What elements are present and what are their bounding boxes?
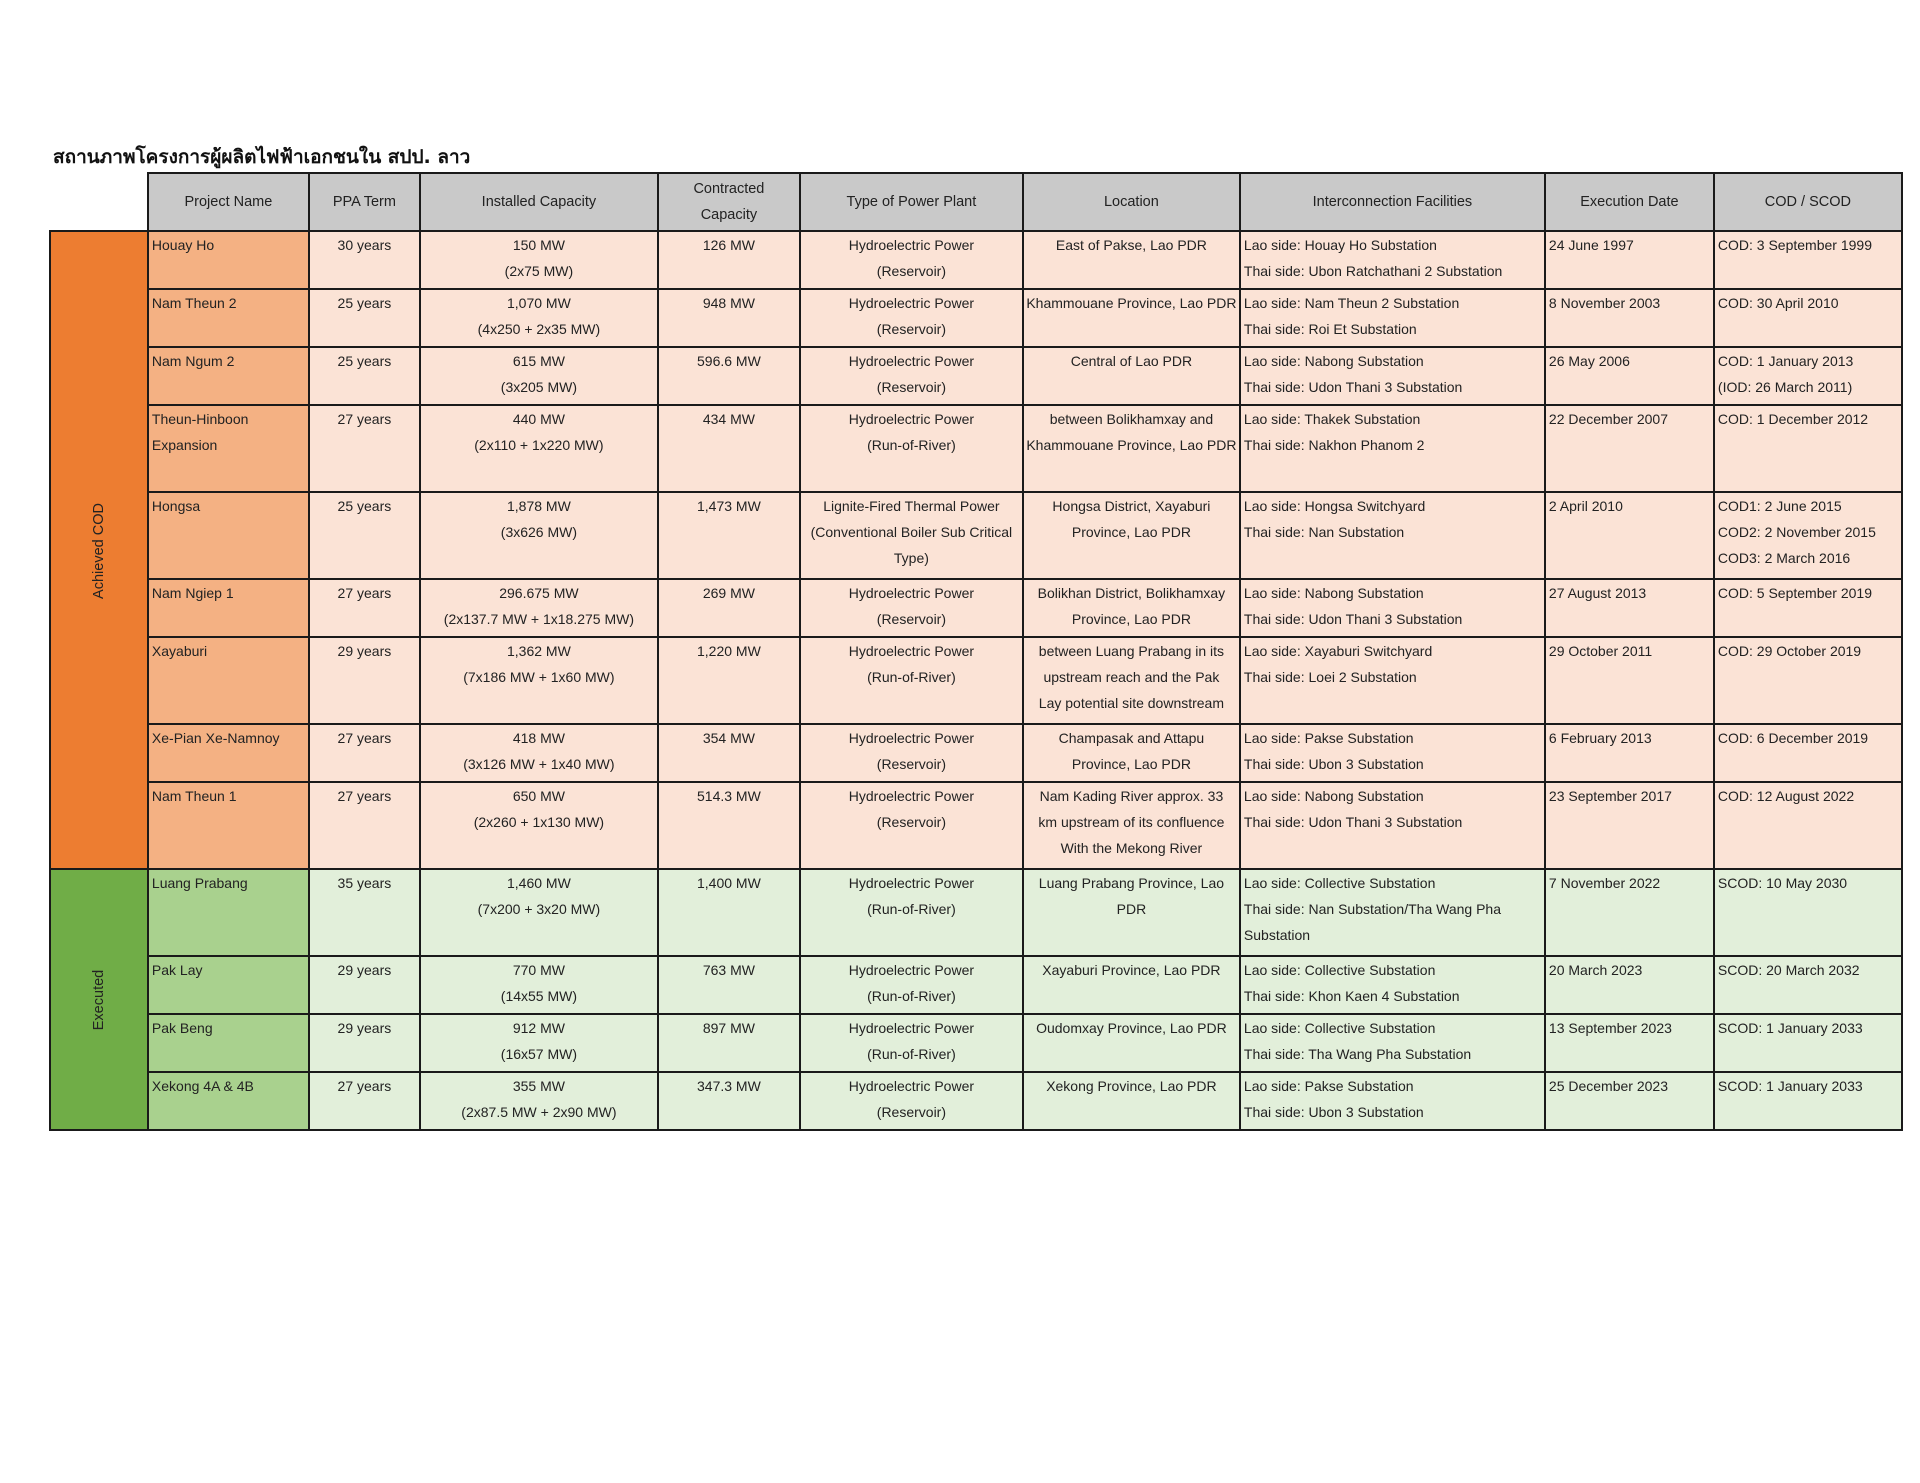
cell-plant-type [800,347,1023,405]
cell-installed-capacity-line: (3x205 MW) [500,379,578,395]
cell-ppa-term: 25 years [309,347,420,405]
cell-installed-capacity [420,347,658,405]
cell-interconnection-line: Lao side: Collective Substation [1243,962,1436,978]
cell-execution-date: 29 October 2011 [1545,637,1714,724]
cell-contracted-capacity: 1,220 MW [658,637,800,724]
cell-plant-type [800,956,1023,1014]
cell-location-line: Luang Prabang Province, Lao [1038,875,1225,891]
cell-location [1023,405,1240,492]
cell-location [1023,724,1240,782]
cell-interconnection-line: Thai side: Ubon Ratchathani 2 Substation [1243,263,1503,279]
cell-interconnection [1240,492,1545,579]
cell-contracted-capacity: 1,400 MW [658,869,800,956]
cell-interconnection-line: Lao side: Collective Substation [1243,875,1436,891]
cell-plant-type-line: Hydroelectric Power [848,643,975,659]
cell-interconnection [1240,1014,1545,1072]
cell-contracted-capacity: 269 MW [658,579,800,637]
cell-project-name [148,637,309,724]
cell-interconnection [1240,405,1545,492]
cell-cod-scod-line: SCOD: 10 May 2030 [1717,875,1848,891]
cell-execution-date: 27 August 2013 [1545,579,1714,637]
cell-installed-capacity [420,405,658,492]
cell-location [1023,956,1240,1014]
cell-location-line: Province, Lao PDR [1071,756,1191,772]
cell-contracted-capacity: 347.3 MW [658,1072,800,1130]
cell-ppa-term: 25 years [309,289,420,347]
cell-project-name [148,1014,309,1072]
cell-plant-type-line: (Run-of-River) [867,437,956,453]
cell-location [1023,289,1240,347]
cell-interconnection-line: Lao side: Pakse Substation [1243,730,1414,746]
header-contracted-line-1: Contracted [693,181,765,197]
cell-plant-type-line: (Reservoir) [876,1104,947,1120]
cell-cod-scod [1714,869,1902,956]
cell-installed-capacity-line: 1,362 MW [507,643,571,659]
cell-location-line: km upstream of its confluence [1038,814,1225,830]
cell-project-name [148,405,309,492]
cell-interconnection-line: Lao side: Pakse Substation [1243,1078,1414,1094]
cell-project-name-line: Xekong 4A & 4B [151,1078,254,1094]
cell-plant-type-line: Hydroelectric Power [848,411,975,427]
group-executed [50,869,148,1130]
cell-installed-capacity-line: 418 MW [512,730,565,746]
cell-interconnection [1240,724,1545,782]
cell-project-name-line: Nam Ngiep 1 [151,585,234,601]
cell-plant-type-line: (Reservoir) [876,321,947,337]
cell-interconnection [1240,231,1545,289]
cell-execution-date: 24 June 1997 [1545,231,1714,289]
header-installed-capacity: Installed Capacity [420,173,658,231]
cell-installed-capacity [420,492,658,579]
cell-cod-scod [1714,1072,1902,1130]
cell-cod-scod-line: SCOD: 20 March 2032 [1717,962,1860,978]
cell-location-line: Province, Lao PDR [1071,611,1191,627]
cell-installed-capacity [420,724,658,782]
cell-cod-scod-line: COD: 5 September 2019 [1717,585,1872,601]
cell-location-line: Oudomxay Province, Lao PDR [1036,1020,1227,1036]
cell-project-name-line: Xe-Pian Xe-Namnoy [151,730,280,746]
cell-location [1023,1072,1240,1130]
cell-interconnection-line: Thai side: Ubon 3 Substation [1243,756,1424,772]
cell-cod-scod [1714,956,1902,1014]
cell-interconnection-line: Thai side: Khon Kaen 4 Substation [1243,988,1460,1004]
table-row [50,347,1902,405]
cell-plant-type-line: Hydroelectric Power [848,962,975,978]
cell-installed-capacity [420,869,658,956]
cell-installed-capacity-line: 615 MW [512,353,565,369]
table-row [50,1014,1902,1072]
cell-installed-capacity-line: 912 MW [512,1020,565,1036]
cell-installed-capacity [420,956,658,1014]
cell-project-name-line: Hongsa [151,498,201,514]
header-contracted-capacity [658,173,800,231]
header-ppa-term: PPA Term [309,173,420,231]
cell-cod-scod-line: SCOD: 1 January 2033 [1717,1020,1863,1036]
cell-execution-date: 26 May 2006 [1545,347,1714,405]
cell-execution-date: 6 February 2013 [1545,724,1714,782]
cell-project-name [148,231,309,289]
cell-installed-capacity [420,1072,658,1130]
cell-project-name-line: Nam Ngum 2 [151,353,235,369]
cell-installed-capacity-line: (16x57 MW) [500,1046,578,1062]
cell-contracted-capacity: 1,473 MW [658,492,800,579]
cell-project-name-line: Pak Beng [151,1020,213,1036]
cell-project-name-line: Houay Ho [151,237,215,253]
cell-cod-scod-line: COD: 1 January 2013 [1717,353,1854,369]
cell-ppa-term: 25 years [309,492,420,579]
cell-cod-scod [1714,231,1902,289]
cell-plant-type-line: Hydroelectric Power [848,353,975,369]
cell-ppa-term: 27 years [309,724,420,782]
header-interconnection: Interconnection Facilities [1240,173,1545,231]
cell-installed-capacity [420,782,658,869]
cell-installed-capacity-line: 1,070 MW [507,295,571,311]
cell-plant-type-line: Hydroelectric Power [848,1078,975,1094]
cell-plant-type [800,724,1023,782]
header-type: Type of Power Plant [800,173,1023,231]
cell-plant-type [800,782,1023,869]
cell-contracted-capacity: 948 MW [658,289,800,347]
cell-project-name-line: Xayaburi [151,643,208,659]
cell-contracted-capacity: 434 MW [658,405,800,492]
cell-execution-date: 20 March 2023 [1545,956,1714,1014]
cell-location-line: Xekong Province, Lao PDR [1046,1078,1217,1094]
cell-location [1023,782,1240,869]
cell-cod-scod [1714,637,1902,724]
cell-installed-capacity-line: 150 MW [512,237,565,253]
cell-cod-scod [1714,492,1902,579]
cell-location [1023,231,1240,289]
group-achieved-cod-label: Achieved COD [90,502,107,599]
cell-contracted-capacity: 514.3 MW [658,782,800,869]
cell-installed-capacity-line: (2x260 + 1x130 MW) [473,814,605,830]
header-location: Location [1023,173,1240,231]
cell-installed-capacity [420,637,658,724]
table-row [50,956,1902,1014]
cell-interconnection-line: Lao side: Nabong Substation [1243,353,1424,369]
cell-plant-type [800,1072,1023,1130]
cell-ppa-term: 29 years [309,1014,420,1072]
cell-plant-type [800,637,1023,724]
cell-project-name [148,579,309,637]
cell-interconnection-line: Thai side: Nakhon Phanom 2 [1243,437,1425,453]
cell-plant-type-line: Type) [893,550,929,566]
cell-installed-capacity-line: (2x137.7 MW + 1x18.275 MW) [443,611,635,627]
cell-plant-type [800,492,1023,579]
ppa-status-table [49,172,1903,1131]
cell-plant-type-line: (Run-of-River) [867,669,956,685]
cell-installed-capacity-line: (7x186 MW + 1x60 MW) [463,669,615,685]
cell-execution-date: 8 November 2003 [1545,289,1714,347]
cell-plant-type-line: Hydroelectric Power [848,295,975,311]
table-row [50,869,1902,956]
cell-contracted-capacity: 126 MW [658,231,800,289]
cell-plant-type-line: (Run-of-River) [867,901,956,917]
cell-plant-type-line: (Run-of-River) [867,1046,956,1062]
cell-project-name-line: Nam Theun 2 [151,295,237,311]
cell-project-name [148,289,309,347]
cell-location-line: East of Pakse, Lao PDR [1055,237,1207,253]
cell-interconnection-line: Thai side: Ubon 3 Substation [1243,1104,1424,1120]
cell-interconnection [1240,869,1545,956]
cell-cod-scod-line: COD: 12 August 2022 [1717,788,1855,804]
cell-ppa-term: 27 years [309,1072,420,1130]
cell-installed-capacity-line: 650 MW [512,788,565,804]
cell-location-line: Khammouane Province, Lao PDR [1026,437,1237,453]
cell-project-name [148,724,309,782]
cell-project-name-line: Luang Prabang [151,875,248,891]
cell-cod-scod-line: SCOD: 1 January 2033 [1717,1078,1863,1094]
cell-project-name [148,869,309,956]
cell-installed-capacity-line: (3x626 MW) [500,524,578,540]
cell-interconnection-line: Thai side: Loei 2 Substation [1243,669,1417,685]
cell-cod-scod-line: COD3: 2 March 2016 [1717,550,1851,566]
cell-cod-scod [1714,579,1902,637]
cell-contracted-capacity: 763 MW [658,956,800,1014]
cell-project-name [148,1072,309,1130]
cell-contracted-capacity: 354 MW [658,724,800,782]
cell-execution-date: 23 September 2017 [1545,782,1714,869]
table-row [50,637,1902,724]
cell-project-name-line: Nam Theun 1 [151,788,237,804]
table-row [50,289,1902,347]
cell-location-line: Khammouane Province, Lao PDR [1026,295,1237,311]
cell-interconnection-line: Lao side: Houay Ho Substation [1243,237,1437,253]
cell-project-name [148,782,309,869]
cell-project-name-line: Expansion [151,437,218,453]
cell-location [1023,1014,1240,1072]
cell-cod-scod [1714,1014,1902,1072]
cell-cod-scod [1714,289,1902,347]
cell-plant-type [800,231,1023,289]
cell-ppa-term: 27 years [309,405,420,492]
cell-interconnection-line: Lao side: Xayaburi Switchyard [1243,643,1433,659]
cell-execution-date: 22 December 2007 [1545,405,1714,492]
group-executed-label: Executed [90,969,107,1031]
cell-cod-scod [1714,347,1902,405]
cell-interconnection-line: Lao side: Nabong Substation [1243,585,1424,601]
cell-plant-type [800,579,1023,637]
cell-interconnection-line: Lao side: Collective Substation [1243,1020,1436,1036]
cell-location [1023,347,1240,405]
cell-location-line: With the Mekong River [1060,840,1203,856]
cell-plant-type-line: (Reservoir) [876,263,947,279]
cell-interconnection-line: Thai side: Udon Thani 3 Substation [1243,611,1463,627]
cell-ppa-term: 30 years [309,231,420,289]
cell-location-line: Nam Kading River approx. 33 [1039,788,1224,804]
cell-plant-type-line: Hydroelectric Power [848,730,975,746]
table-row [50,1072,1902,1130]
cell-ppa-term: 27 years [309,579,420,637]
cell-location-line: Province, Lao PDR [1071,524,1191,540]
cell-plant-type-line: Hydroelectric Power [848,875,975,891]
cell-plant-type-line: Hydroelectric Power [848,585,975,601]
cell-plant-type [800,1014,1023,1072]
cell-plant-type-line: (Run-of-River) [867,988,956,1004]
cell-location-line: Lay potential site downstream [1038,695,1225,711]
cell-interconnection [1240,637,1545,724]
cell-location [1023,492,1240,579]
cell-project-name [148,347,309,405]
cell-installed-capacity [420,289,658,347]
cell-interconnection-line: Lao side: Hongsa Switchyard [1243,498,1426,514]
cell-plant-type-line: (Reservoir) [876,379,947,395]
cell-execution-date: 7 November 2022 [1545,869,1714,956]
cell-plant-type-line: Hydroelectric Power [848,788,975,804]
cell-plant-type [800,405,1023,492]
cell-location-line: between Luang Prabang in its [1038,643,1225,659]
cell-location-line: Champasak and Attapu [1058,730,1205,746]
cell-cod-scod-line: COD2: 2 November 2015 [1717,524,1876,540]
cell-location [1023,579,1240,637]
cell-plant-type-line: Hydroelectric Power [848,237,975,253]
table-row [50,405,1902,492]
cell-location-line: PDR [1116,901,1147,917]
cell-ppa-term: 27 years [309,782,420,869]
group-achieved-cod [50,231,148,869]
cell-interconnection-line: Thai side: Roi Et Substation [1243,321,1417,337]
cell-location-line: Hongsa District, Xayaburi [1052,498,1211,514]
cell-plant-type-line: Lignite-Fired Thermal Power [823,498,1000,514]
table-row [50,724,1902,782]
cell-plant-type [800,869,1023,956]
cell-ppa-term: 29 years [309,956,420,1014]
cell-location-line: Xayaburi Province, Lao PDR [1042,962,1221,978]
header-corner [50,173,148,231]
cell-contracted-capacity: 897 MW [658,1014,800,1072]
cell-location-line: upstream reach and the Pak [1043,669,1220,685]
cell-interconnection-line: Thai side: Nan Substation [1243,524,1405,540]
cell-cod-scod-line: COD: 1 December 2012 [1717,411,1869,427]
cell-cod-scod-line: COD1: 2 June 2015 [1717,498,1842,514]
cell-installed-capacity-line: (4x250 + 2x35 MW) [477,321,601,337]
cell-location [1023,869,1240,956]
cell-project-name-line: Pak Lay [151,962,203,978]
table-body [50,231,1902,1130]
cell-cod-scod [1714,405,1902,492]
cell-interconnection [1240,1072,1545,1130]
cell-project-name [148,956,309,1014]
header-cod-scod: COD / SCOD [1714,173,1902,231]
cell-project-name-line: Theun-Hinboon [151,411,249,427]
cell-cod-scod-line: (IOD: 26 March 2011) [1717,379,1853,395]
cell-installed-capacity-line: (2x75 MW) [504,263,574,279]
cell-location-line: Central of Lao PDR [1070,353,1193,369]
page-title: สถานภาพโครงการผู้ผลิตไฟฟ้าเอกชนใน สปป. ลาว [53,146,471,168]
cell-interconnection-line: Substation [1243,927,1311,943]
cell-plant-type-line: (Reservoir) [876,611,947,627]
cell-plant-type-line: (Reservoir) [876,756,947,772]
table-row [50,231,1902,289]
cell-installed-capacity-line: (7x200 + 3x20 MW) [477,901,601,917]
cell-interconnection-line: Lao side: Nam Theun 2 Substation [1243,295,1460,311]
cell-ppa-term: 35 years [309,869,420,956]
cell-installed-capacity [420,579,658,637]
cell-plant-type-line: Hydroelectric Power [848,1020,975,1036]
cell-contracted-capacity: 596.6 MW [658,347,800,405]
cell-execution-date: 13 September 2023 [1545,1014,1714,1072]
cell-location-line: between Bolikhamxay and [1049,411,1214,427]
table-row [50,579,1902,637]
cell-cod-scod-line: COD: 3 September 1999 [1717,237,1872,253]
table-row [50,782,1902,869]
cell-interconnection-line: Thai side: Nan Substation/Tha Wang Pha [1243,901,1501,917]
cell-installed-capacity-line: 296.675 MW [499,585,579,601]
cell-installed-capacity-line: (3x126 MW + 1x40 MW) [463,756,615,772]
cell-installed-capacity-line: 355 MW [512,1078,565,1094]
cell-interconnection-line: Thai side: Udon Thani 3 Substation [1243,814,1463,830]
cell-installed-capacity-line: 770 MW [512,962,565,978]
cell-installed-capacity-line: 1,878 MW [507,498,571,514]
cell-interconnection-line: Lao side: Thakek Substation [1243,411,1421,427]
cell-project-name [148,492,309,579]
table-row [50,492,1902,579]
cell-location-line: Bolikhan District, Bolikhamxay [1037,585,1226,601]
cell-plant-type [800,289,1023,347]
cell-installed-capacity [420,1014,658,1072]
header-row [50,173,1902,231]
cell-cod-scod-line: COD: 29 October 2019 [1717,643,1862,659]
cell-interconnection-line: Lao side: Nabong Substation [1243,788,1424,804]
cell-cod-scod [1714,782,1902,869]
cell-ppa-term: 29 years [309,637,420,724]
cell-installed-capacity-line: 1,460 MW [507,875,571,891]
cell-plant-type-line: (Conventional Boiler Sub Critical [810,524,1013,540]
cell-execution-date: 2 April 2010 [1545,492,1714,579]
cell-location [1023,637,1240,724]
cell-execution-date: 25 December 2023 [1545,1072,1714,1130]
cell-installed-capacity-line: 440 MW [512,411,565,427]
cell-interconnection [1240,956,1545,1014]
cell-interconnection-line: Thai side: Tha Wang Pha Substation [1243,1046,1472,1062]
header-execution-date: Execution Date [1545,173,1714,231]
cell-plant-type-line: (Reservoir) [876,814,947,830]
cell-cod-scod-line: COD: 30 April 2010 [1717,295,1839,311]
cell-interconnection-line: Thai side: Udon Thani 3 Substation [1243,379,1463,395]
cell-installed-capacity-line: (14x55 MW) [500,988,578,1004]
cell-interconnection [1240,347,1545,405]
cell-cod-scod-line: COD: 6 December 2019 [1717,730,1869,746]
cell-installed-capacity [420,231,658,289]
header-contracted-line-2: Capacity [700,207,758,223]
cell-installed-capacity-line: (2x110 + 1x220 MW) [474,437,604,453]
cell-cod-scod [1714,724,1902,782]
cell-interconnection [1240,289,1545,347]
cell-interconnection [1240,782,1545,869]
cell-interconnection [1240,579,1545,637]
cell-installed-capacity-line: (2x87.5 MW + 2x90 MW) [461,1104,617,1120]
header-project-name: Project Name [148,173,309,231]
